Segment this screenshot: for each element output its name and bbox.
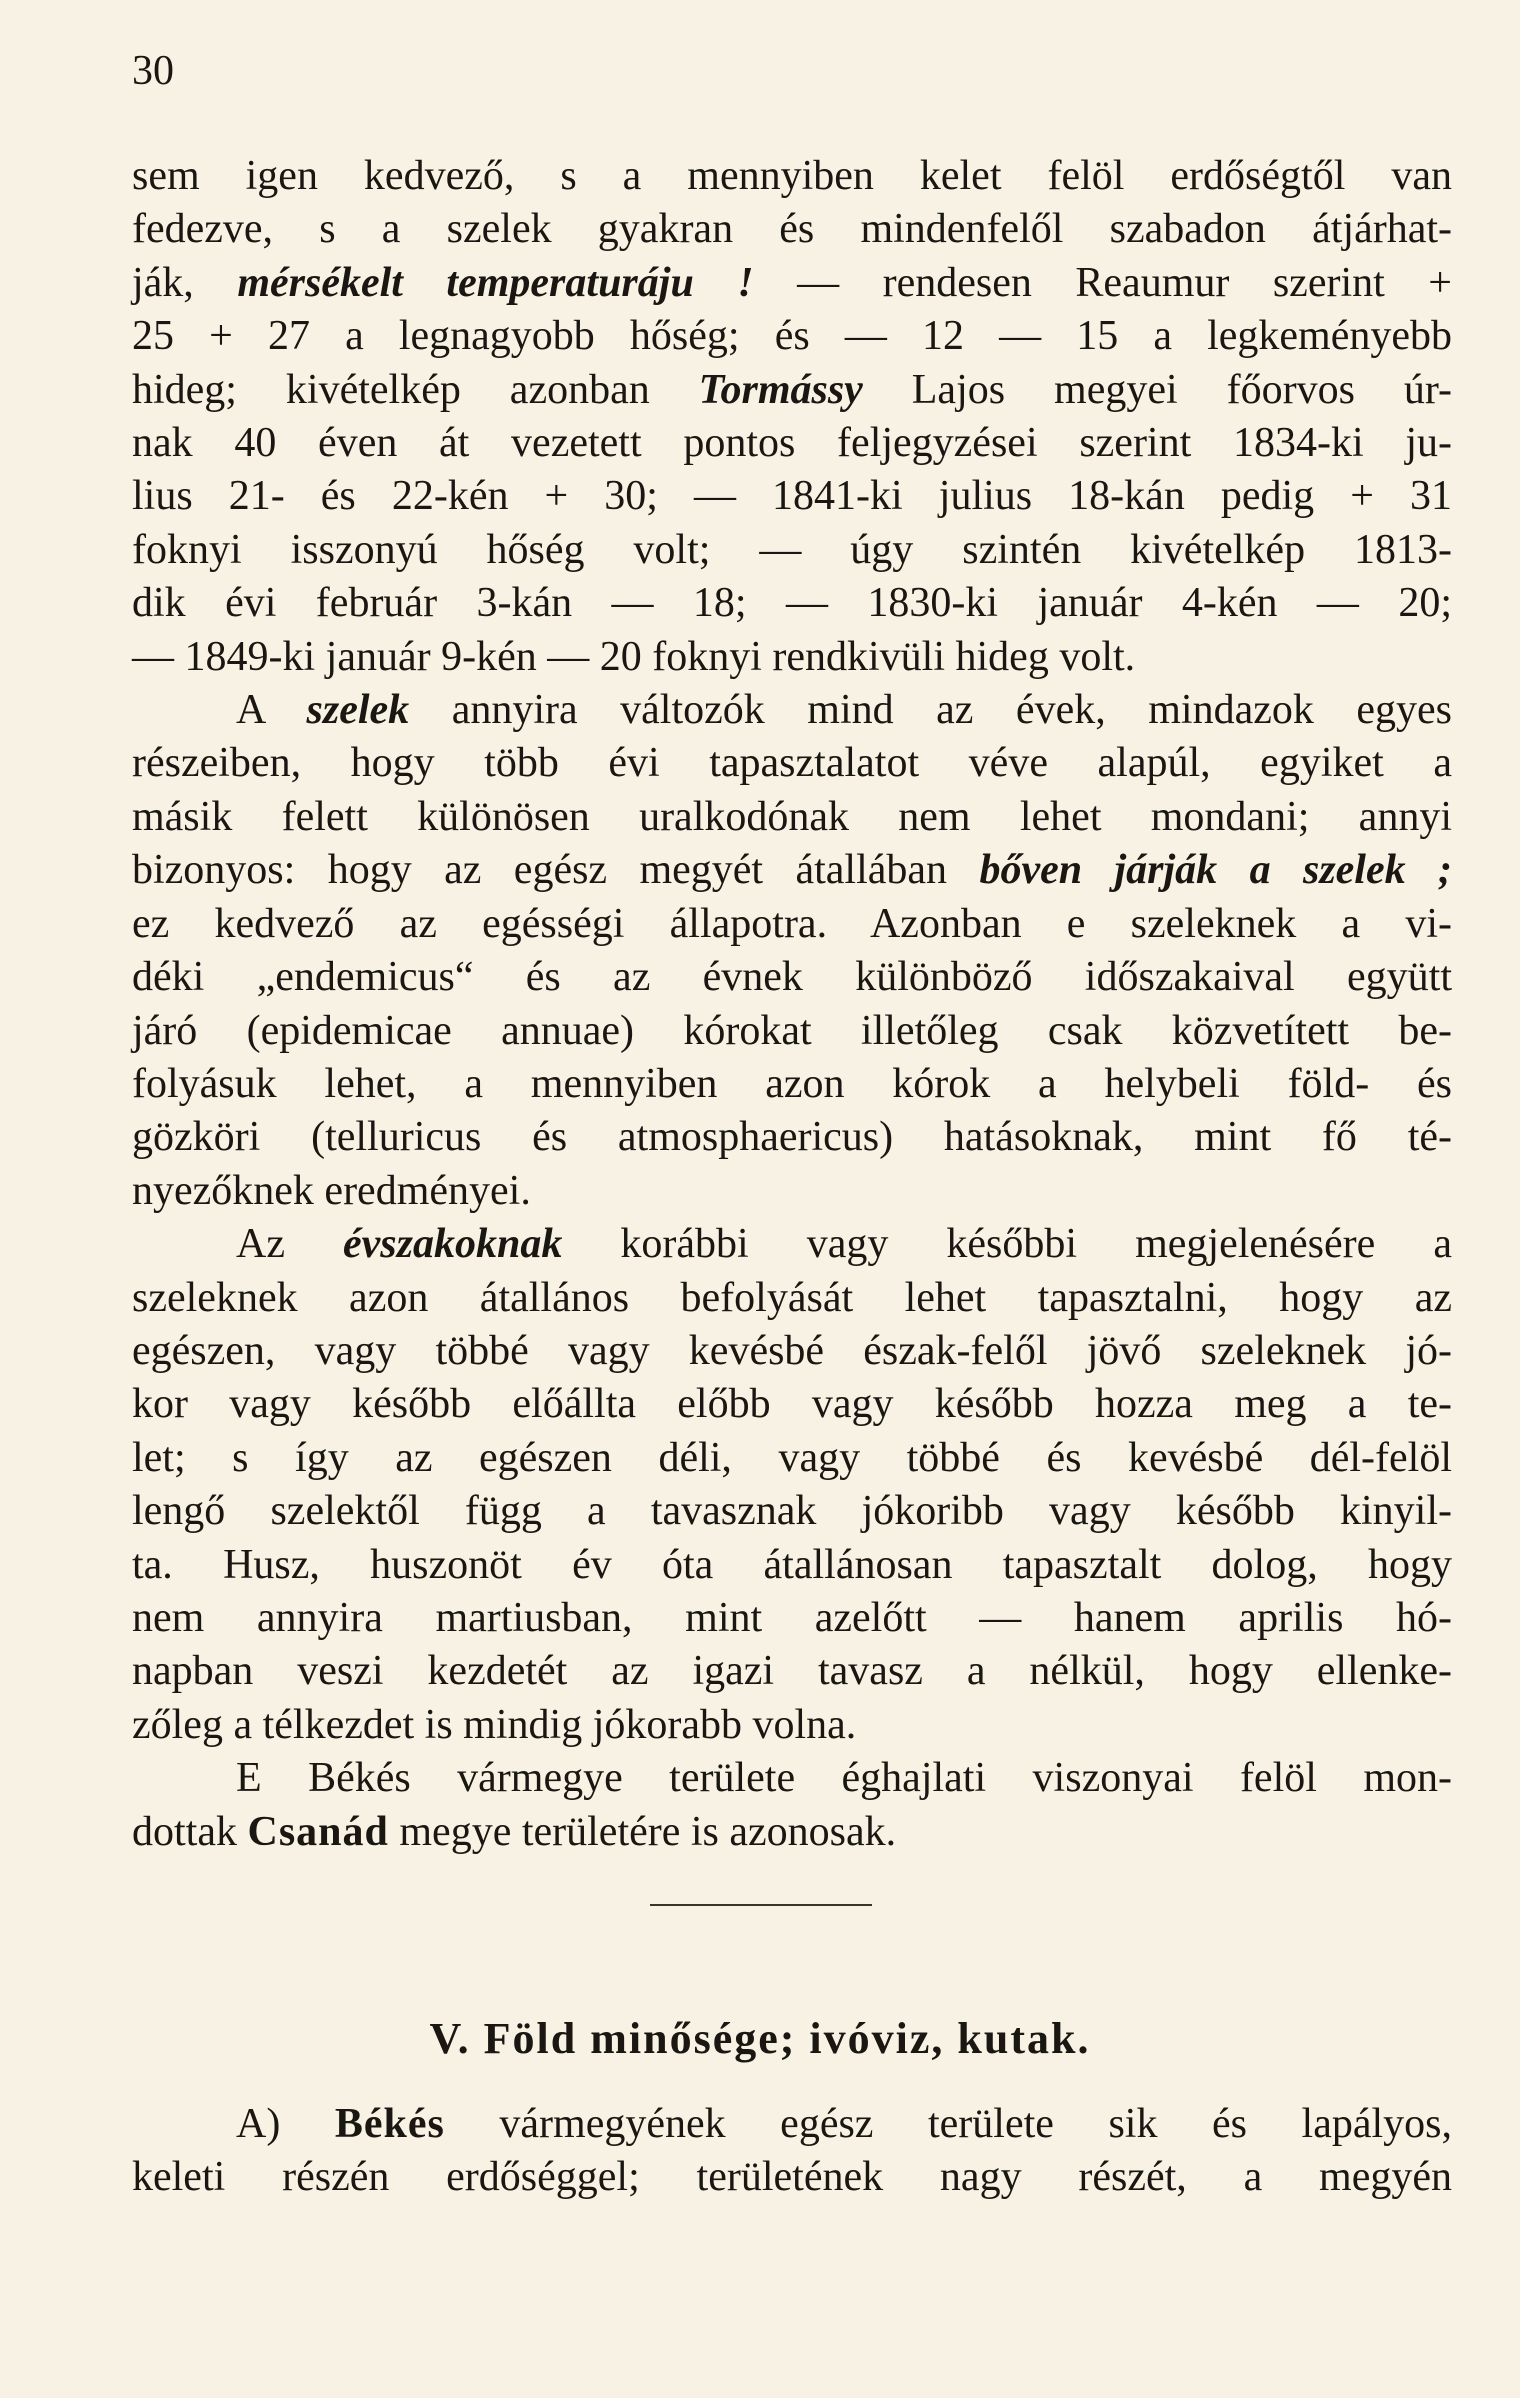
text-line: zőleg a télkezdet is mindig jókorabb volna. (132, 1701, 857, 1748)
text-line: járó (epidemicae annuae) kórokat illetőleg csak közvetített be- (132, 1007, 1452, 1054)
text-run: bizonyos: hogy az egész megyét átallában (132, 847, 980, 894)
text-line: nem annyira martiusban, mint azelőtt — hanem aprilis hó- (132, 1594, 1452, 1641)
text-line: fedezve, s a szelek gyakran és mindenfelől szabadon átjárhat- (132, 206, 1452, 253)
text-run: hideg; kivételkép azonban (132, 366, 699, 413)
text-line: gözköri (telluricus és atmosphaericus) hatásoknak, mint fő té- (132, 1114, 1452, 1161)
text-line: 25 + 27 a legnagyobb hőség; és — 12 — 15 a legkeményebb (132, 313, 1452, 360)
text-line: foknyi isszonyú hőség volt; — úgy szintén kivételkép 1813- (132, 526, 1452, 573)
text-line (132, 257, 1452, 310)
emphasis-text: mérsékelt temperaturáju ! (237, 259, 754, 306)
text-line (132, 1218, 1452, 1271)
text-run: dottak (132, 1808, 248, 1855)
text-run: annyira változók mind az évek, mindazok egyes (409, 687, 1452, 734)
text-line: let; s így az egészen déli, vagy többé és kevésbé dél-felöl (132, 1434, 1452, 1481)
text-line: déki „endemicus“ és az évnek különböző időszakaival együtt (132, 954, 1452, 1001)
text-line (132, 2098, 1452, 2151)
text-line: részeiben, hogy több évi tapasztalatot véve alapúl, egyiket a (132, 740, 1452, 787)
text-run: — rendesen Reaumur szerint + (753, 259, 1452, 306)
paragraph (132, 150, 1452, 684)
text-line: nak 40 éven át vezetett pontos feljegyzései szerint 1834-ki ju- (132, 420, 1452, 467)
bold-name: Békés (334, 2101, 445, 2147)
emphasis-text: bőven járják a szelek ; (979, 847, 1452, 894)
paragraph (132, 1218, 1452, 1752)
body-text (132, 150, 1452, 1859)
text-line: ez kedvező az egésségi állapotra. Azonban e szeleknek a vi- (132, 900, 1452, 947)
text-line: szeleknek azon átallános befolyását lehet tapasztalni, hogy az (132, 1274, 1452, 1321)
text-run: Lajos megyei főorvos úr- (862, 366, 1452, 413)
emphasis-text: évszakoknak (343, 1221, 563, 1268)
text-run: ják, (132, 259, 238, 306)
text-line: dik évi február 3-kán — 18; — 1830-ki január 4-kén — 20; (132, 580, 1452, 627)
text-line: lius 21- és 22-kén + 30; — 1841-ki julius 18-kán pedig + 31 (132, 473, 1452, 520)
section-heading: V. Föld minősége; ivóviz, kutak. (429, 2014, 1091, 2063)
text-line (132, 684, 1452, 737)
text-line (132, 1752, 1452, 1805)
text-run: Az (236, 1221, 344, 1268)
text-line: kor vagy később előállta előbb vagy később hozza meg a te- (132, 1381, 1452, 1428)
section-body (132, 2098, 1452, 2205)
text-run: korábbi vagy későbbi megjelenésére a (562, 1221, 1452, 1268)
paragraph (132, 1752, 1452, 1859)
text-run: A (236, 687, 307, 734)
text-line (132, 364, 1452, 417)
text-line: napban veszi kezdetét az igazi tavasz a nélkül, hogy ellenke- (132, 1648, 1452, 1695)
text-run: E Békés vármegye területe éghajlati viszonyai felöl mon- (236, 1755, 1452, 1802)
paragraph (132, 684, 1452, 1218)
paragraph (132, 2098, 1452, 2205)
text-run: vármegyének egész területe sik és lapályos, (444, 2101, 1453, 2147)
emphasis-text: Tormássy (698, 366, 863, 413)
page-number: 30 (132, 48, 174, 94)
text-line: ta. Husz, huszonöt év óta átallánosan tapasztalt dolog, hogy (132, 1541, 1452, 1588)
text-line: — 1849-ki január 9-kén — 20 foknyi rendkivüli hideg volt. (132, 633, 1136, 680)
text-line: sem igen kedvező, s a mennyiben kelet felöl erdőségtől van (132, 153, 1452, 199)
text-line: folyásuk lehet, a mennyiben azon kórok a helybeli föld- és (132, 1060, 1452, 1107)
emphasis-text: szelek (306, 687, 410, 734)
text-line: nyezőknek eredményei. (132, 1167, 531, 1214)
text-line: keleti részén erdőséggel; területének nagy részét, a megyén (132, 2154, 1452, 2201)
text-run: A) (236, 2101, 335, 2147)
text-line (132, 844, 1452, 897)
text-line: lengő szelektől függ a tavasznak jókoribb vagy később kinyil- (132, 1488, 1452, 1535)
text-line (132, 1806, 1452, 1859)
text-run: megye területére is azonosak. (388, 1808, 897, 1855)
section-divider (650, 1904, 872, 1906)
bold-name: Csanád (247, 1808, 389, 1855)
text-line: egészen, vagy többé vagy kevésbé észak-felől jövő szeleknek jó- (132, 1327, 1452, 1374)
text-line: másik felett különösen uralkodónak nem lehet mondani; annyi (132, 793, 1452, 840)
